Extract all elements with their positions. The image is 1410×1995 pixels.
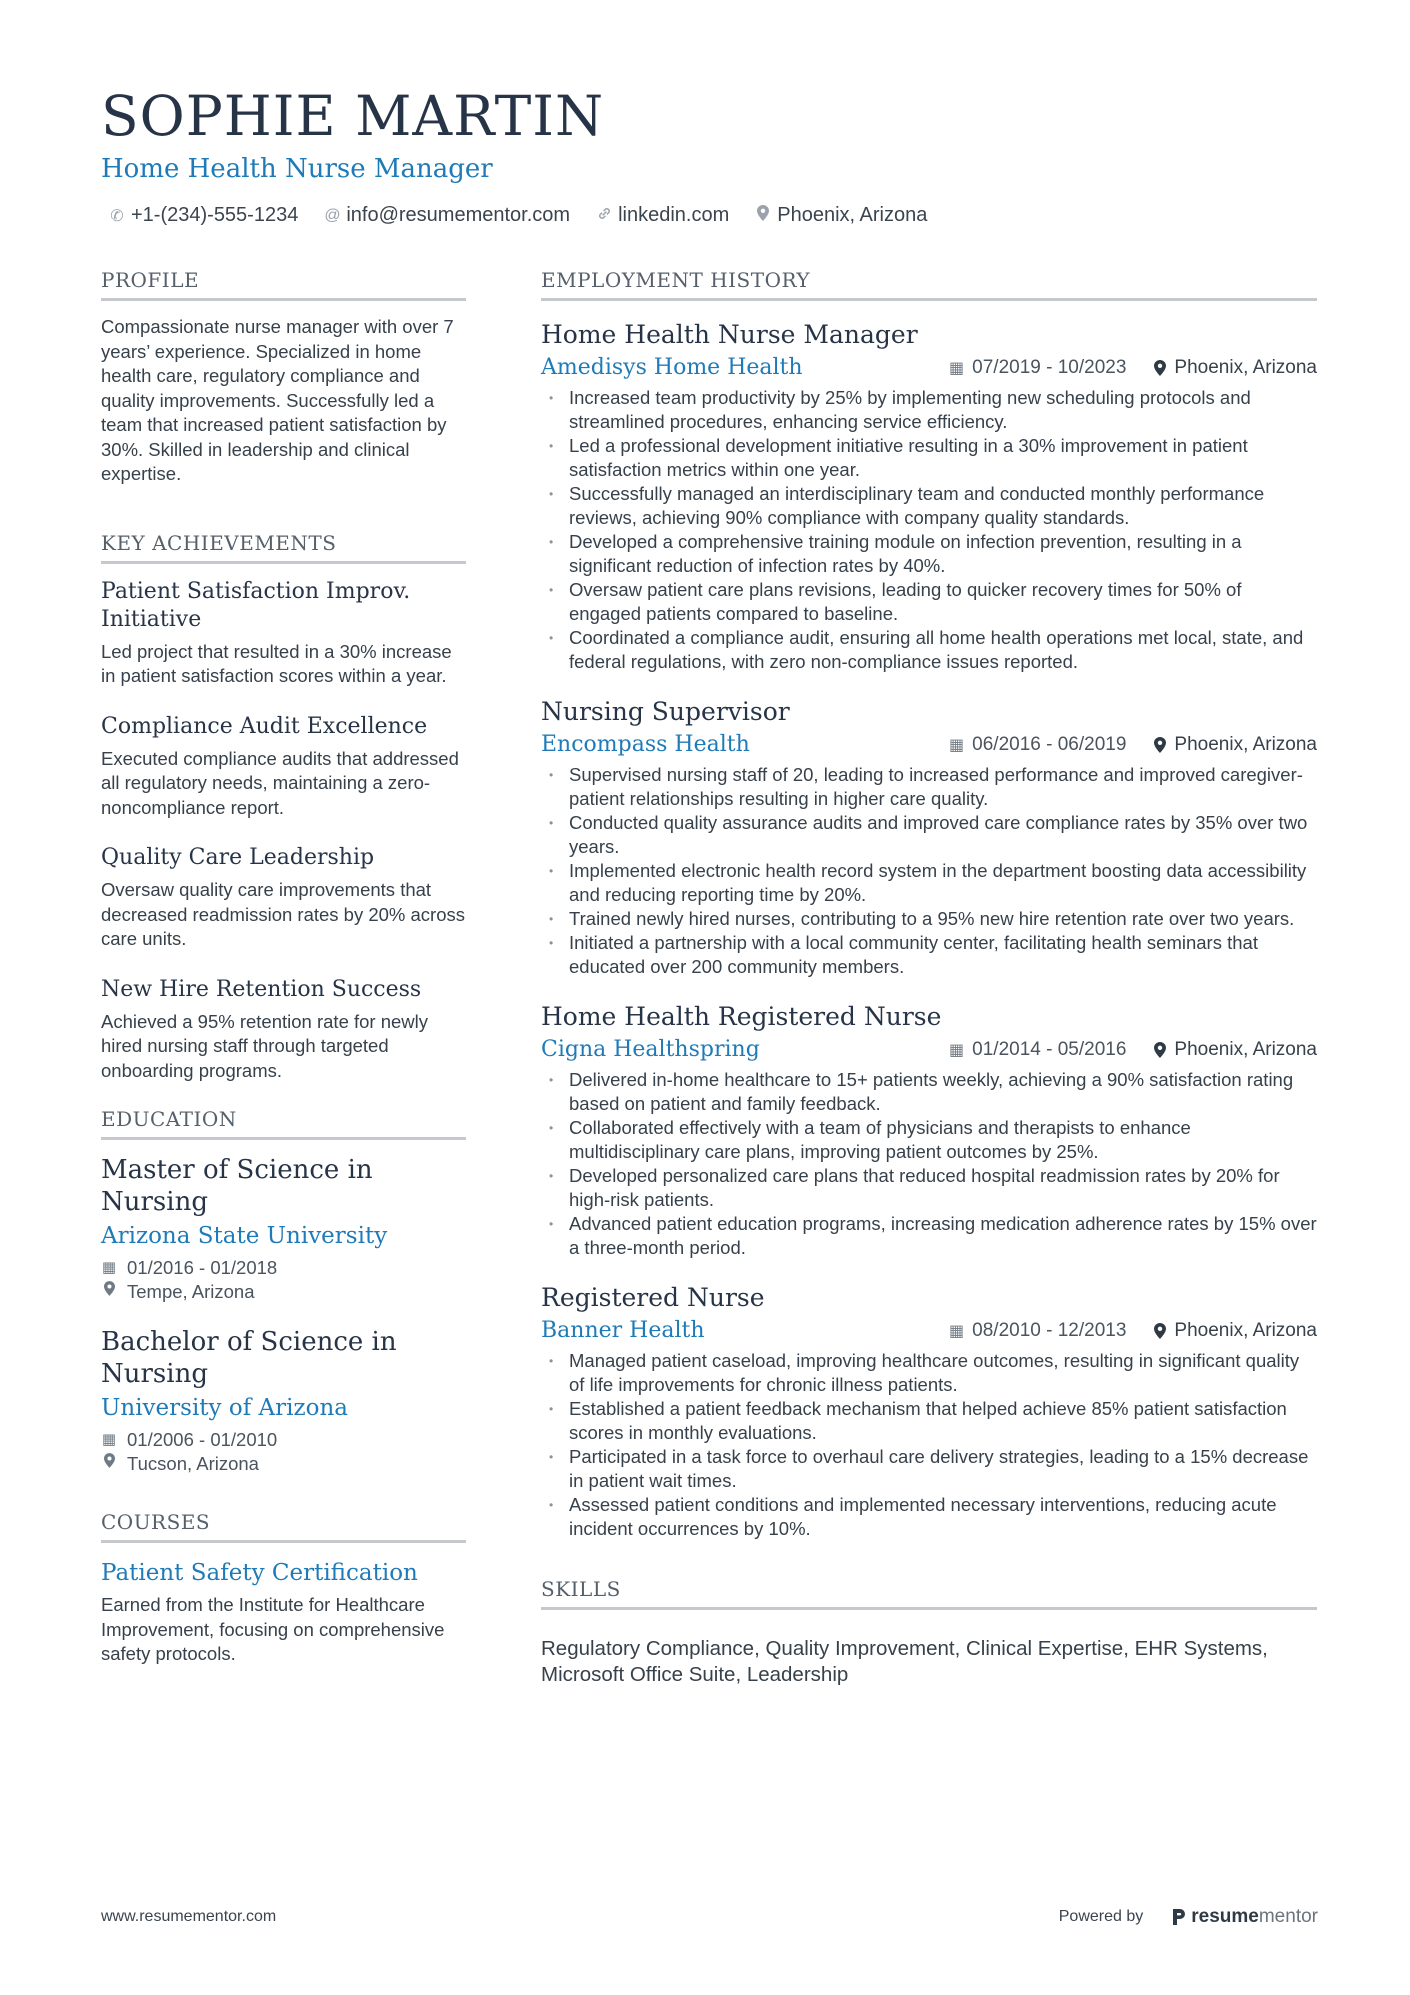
education-dates-line <box>101 1428 466 1452</box>
location-pin-icon <box>1154 737 1166 753</box>
course-item <box>101 1557 466 1667</box>
achievement-title: New Hire Retention Success <box>101 976 422 1002</box>
education-dates: 01/2006 - 01/2010 <box>127 1429 278 1450</box>
job-bullet: • Developed personalized care plans that reduced hospital readmission rates by 20% for high-risk patients. <box>541 1164 1317 1212</box>
job-bullet: • Successfully managed an interdisciplinary team and conducted monthly performance reviews, achieving 90% compliance with company quality standards. <box>541 482 1317 530</box>
link-icon <box>596 206 612 226</box>
job-title: Registered Nurse <box>541 1283 765 1312</box>
job-dates: 07/2019 - 10/2023 <box>972 356 1127 378</box>
job-dates: 06/2016 - 06/2019 <box>972 733 1127 755</box>
resumementor-logo-icon <box>1171 1907 1187 1927</box>
education-item <box>101 1326 466 1476</box>
job-bullet: • Increased team productivity by 25% by implementing new scheduling protocols and streamlined procedures, enhancing service efficiency. <box>541 386 1317 434</box>
footer <box>101 1906 1318 1928</box>
job-entry <box>541 1001 1317 1260</box>
brand-light-text: mentor <box>1258 1906 1318 1927</box>
achievement-title: Patient Satisfaction Improv. Initiative <box>101 578 411 632</box>
achievement-item <box>101 976 466 1084</box>
location-text: Phoenix, Arizona <box>777 204 928 226</box>
location-pin-icon <box>1154 1042 1166 1058</box>
education-location-line <box>101 1280 466 1304</box>
job-bullet: • Implemented electronic health record system in the department boosting data accessibility and reducing reporting time by 20%. <box>541 859 1317 907</box>
job-bullet: • Established a patient feedback mechanism that helped achieve 85% patient satisfaction scores in monthly evaluations. <box>541 1397 1317 1445</box>
education-location: Tempe, Arizona <box>127 1281 255 1302</box>
job-company: Encompass Health <box>541 732 750 757</box>
left-column <box>101 268 466 1667</box>
location-pin-icon <box>1154 1323 1166 1339</box>
candidate-title: Home Health Nurse Manager <box>101 154 493 184</box>
powered-by-label: Powered by <box>1058 1908 1144 1925</box>
achievement-title: Quality Care Leadership <box>101 845 375 870</box>
calendar-icon: ▦ <box>949 1041 965 1059</box>
job-bullet: • Coordinated a compliance audit, ensuring all home health operations met local, state, and federal regulations, with zero non-compliance issues reported. <box>541 626 1317 674</box>
job-subline <box>541 1318 1317 1343</box>
job-bullet: • Participated in a task force to overhaul care delivery strategies, leading to a 15% decrease in patient wait times. <box>541 1445 1317 1493</box>
candidate-name: SOPHIE MARTIN <box>101 84 605 148</box>
calendar-icon: ▦ <box>949 1322 965 1340</box>
right-column <box>541 268 1317 1688</box>
contact-linkedin[interactable] <box>596 204 729 227</box>
job-dates-wrap <box>949 1039 1126 1061</box>
job-bullets <box>541 1068 1317 1260</box>
job-company: Banner Health <box>541 1318 705 1343</box>
location-pin-icon <box>101 1280 117 1304</box>
achievement-text: Led project that resulted in a 30% increase in patient satisfaction scores within a year. <box>101 640 452 686</box>
job-company: Cigna Healthspring <box>541 1037 760 1062</box>
job-location-wrap <box>1154 357 1317 379</box>
calendar-icon: ▦ <box>101 1259 117 1276</box>
footer-website[interactable]: www.resumementor.com <box>101 1908 277 1925</box>
achievement-text: Achieved a 95% retention rate for newly hired nursing staff through targeted onboarding programs. <box>101 1010 429 1081</box>
education-heading: EDUCATION <box>101 1107 466 1140</box>
job-location-wrap <box>1154 1320 1317 1342</box>
job-bullet: • Led a professional development initiative resulting in a 30% improvement in patient satisfaction metrics within one year. <box>541 434 1317 482</box>
education-degree: Master of Science in Nursing <box>101 1155 373 1217</box>
job-dates: 08/2010 - 12/2013 <box>972 1319 1127 1341</box>
contact-email[interactable] <box>324 204 570 227</box>
linkedin-text[interactable]: linkedin.com <box>618 204 730 226</box>
profile-text: Compassionate nurse manager with over 7 years’ experience. Specialized in home health care, regulatory compliance and quality improvements. Successfully led a team that increased patient satisfaction by 30%. Skilled in leadership and clinical expertise. <box>101 316 454 484</box>
achievement-text: Oversaw quality care improvements that decreased readmission rates by 20% across care units. <box>101 879 466 949</box>
achievements-heading: KEY ACHIEVEMENTS <box>101 531 466 564</box>
job-subline <box>541 732 1317 757</box>
achievement-item <box>101 713 466 821</box>
job-bullets <box>541 763 1317 979</box>
job-title: Home Health Nurse Manager <box>541 320 918 349</box>
profile-section <box>101 268 466 487</box>
brand-bold-text: resume <box>1191 1906 1259 1927</box>
education-school: University of Arizona <box>101 1395 348 1421</box>
job-location-wrap <box>1154 1039 1317 1061</box>
job-location: Phoenix, Arizona <box>1174 356 1317 378</box>
job-subline <box>541 1037 1317 1062</box>
calendar-icon: ▦ <box>101 1431 117 1448</box>
job-bullet: • Trained newly hired nurses, contributing to a 95% new hire retention rate over two years. <box>541 907 1317 931</box>
location-pin-icon <box>755 205 771 226</box>
email-text[interactable]: info@resumementor.com <box>346 204 571 226</box>
job-dates-wrap <box>949 1320 1126 1342</box>
job-dates: 01/2014 - 05/2016 <box>972 1038 1127 1060</box>
employment-section <box>541 268 1317 1541</box>
job-bullet: • Delivered in-home healthcare to 15+ patients weekly, achieving a 90% satisfaction rating based on patient and family feedback. <box>541 1068 1317 1116</box>
education-section <box>101 1107 466 1476</box>
job-title: Home Health Registered Nurse <box>541 1002 942 1031</box>
calendar-icon: ▦ <box>949 736 965 754</box>
phone-icon: ✆ <box>110 207 124 225</box>
education-degree: Bachelor of Science in Nursing <box>101 1327 397 1389</box>
job-dates-wrap <box>949 357 1126 379</box>
job-entry <box>541 696 1317 979</box>
job-location: Phoenix, Arizona <box>1174 1038 1317 1060</box>
job-company: Amedisys Home Health <box>541 355 803 380</box>
profile-heading: PROFILE <box>101 268 466 301</box>
job-bullet: • Conducted quality assurance audits and improved care compliance rates by 35% over two years. <box>541 811 1317 859</box>
achievement-text: Executed compliance audits that addressed all regulatory needs, maintaining a zero-noncompliance report. <box>101 747 459 818</box>
courses-heading: COURSES <box>101 1510 466 1543</box>
job-bullet: • Advanced patient education programs, increasing medication adherence rates by 15% over a three-month period. <box>541 1212 1317 1260</box>
education-school: Arizona State University <box>101 1223 388 1249</box>
contact-phone <box>109 204 298 227</box>
job-bullet: • Developed a comprehensive training module on infection prevention, resulting in a significant reduction of infection rates by 40%. <box>541 530 1317 578</box>
courses-section <box>101 1510 466 1667</box>
job-bullet: • Initiated a partnership with a local community center, facilitating health seminars that educated over 200 community members. <box>541 931 1317 979</box>
calendar-icon: ▦ <box>949 359 965 377</box>
education-dates: 01/2016 - 01/2018 <box>127 1257 278 1278</box>
job-bullets <box>541 1349 1317 1541</box>
contact-bar <box>109 204 1321 227</box>
footer-brand <box>1059 1906 1318 1928</box>
job-dates-wrap <box>949 734 1126 756</box>
education-item <box>101 1154 466 1304</box>
location-pin-icon <box>101 1452 117 1476</box>
job-bullet: • Supervised nursing staff of 20, leading to increased performance and improved caregiver-patient relationships resulting in higher care quality. <box>541 763 1317 811</box>
job-location-wrap <box>1154 734 1317 756</box>
job-bullet: • Oversaw patient care plans revisions, leading to quicker recovery times for 50% of engaged patients compared to baseline. <box>541 578 1317 626</box>
achievements-section <box>101 531 466 1084</box>
course-text: Earned from the Institute for Healthcare Improvement, focusing on comprehensive safety protocols. <box>101 1594 445 1664</box>
skills-heading: SKILLS <box>541 1577 1317 1610</box>
achievement-item <box>101 578 466 689</box>
achievement-item <box>101 844 466 952</box>
job-location: Phoenix, Arizona <box>1174 733 1317 755</box>
contact-location <box>755 204 927 227</box>
course-title: Patient Safety Certification <box>101 1560 418 1586</box>
resumementor-logo[interactable] <box>1171 1906 1318 1928</box>
location-pin-icon <box>1154 360 1166 376</box>
job-entry <box>541 319 1317 674</box>
job-title: Nursing Supervisor <box>541 697 790 726</box>
job-bullet: • Assessed patient conditions and implemented necessary interventions, reducing acute incident occurrences by 10%. <box>541 1493 1317 1541</box>
education-location-line <box>101 1452 466 1476</box>
job-subline <box>541 355 1317 380</box>
job-location: Phoenix, Arizona <box>1174 1319 1317 1341</box>
job-bullet: • Collaborated effectively with a team of physicians and therapists to enhance multidisciplinary care plans, improving patient outcomes by 25%. <box>541 1116 1317 1164</box>
job-bullets <box>541 386 1317 674</box>
skills-section <box>541 1577 1317 1688</box>
resume-header <box>101 82 1321 227</box>
at-icon: @ <box>324 206 341 224</box>
skills-text: Regulatory Compliance, Quality Improvement, Clinical Expertise, EHR Systems, Microsoft Office Suite, Leadership <box>541 1637 1268 1686</box>
job-bullet: • Managed patient caseload, improving healthcare outcomes, resulting in significant quality of life improvements for chronic illness patients. <box>541 1349 1317 1397</box>
employment-heading: EMPLOYMENT HISTORY <box>541 268 1317 301</box>
education-location: Tucson, Arizona <box>127 1453 259 1474</box>
education-dates-line <box>101 1256 466 1280</box>
phone-text: +1-(234)-555-1234 <box>131 204 299 226</box>
job-entry <box>541 1282 1317 1541</box>
achievement-title: Compliance Audit Excellence <box>101 713 428 739</box>
